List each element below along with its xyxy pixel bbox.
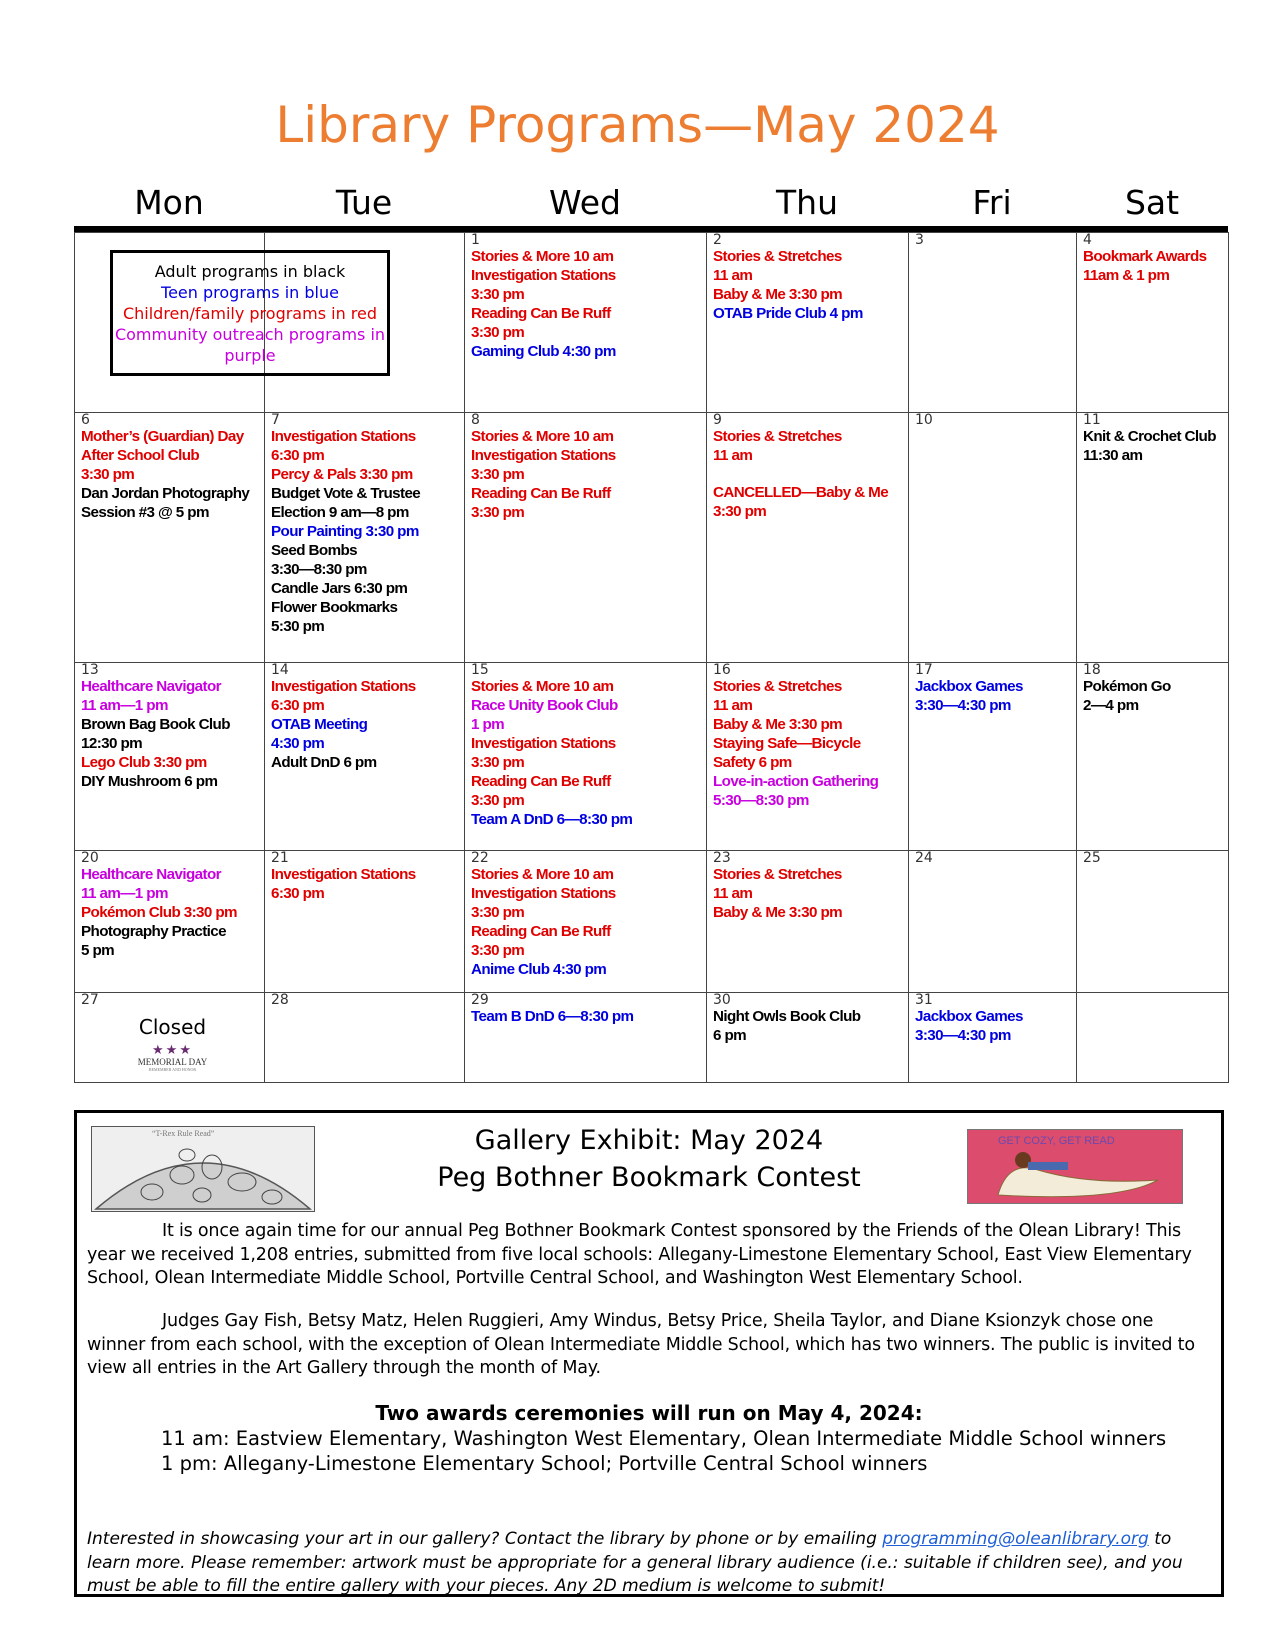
event-line: 4:30 pm — [271, 735, 325, 752]
day-cell-25 — [1077, 851, 1229, 993]
event-line: Safety 6 pm — [713, 754, 792, 771]
email-link[interactable]: programming@oleanlibrary.org — [882, 1529, 1149, 1549]
gallery-title-2: Peg Bothner Bookmark Contest — [437, 1162, 861, 1193]
day-cell-1 — [465, 233, 707, 413]
day-number: 20 — [81, 850, 99, 866]
day-cell-6 — [75, 413, 265, 663]
day-header-wed: Wed — [549, 183, 621, 222]
event-line: Session #3 @ 5 pm — [81, 504, 209, 521]
event-line: Stories & Stretches — [713, 248, 842, 265]
event-line: Love-in-action Gathering — [713, 773, 879, 790]
day-cell-14 — [265, 663, 465, 851]
event-line: Team A DnD 6—8:30 pm — [471, 811, 633, 828]
day-cell-9 — [707, 413, 909, 663]
event-line: Night Owls Book Club — [713, 1008, 861, 1025]
event-line: Mother’s (Guardian) Day — [81, 428, 244, 445]
day-cell-16 — [707, 663, 909, 851]
event-line: Investigation Stations — [471, 447, 616, 464]
event-line: Stories & Stretches — [713, 866, 842, 883]
day-cell-15 — [465, 663, 707, 851]
gallery-paragraph-1 — [87, 1220, 1212, 1291]
day-cell-27 — [75, 993, 265, 1083]
calendar-week-row — [75, 851, 1229, 993]
event-line: 6:30 pm — [271, 697, 325, 714]
legend-community: Community outreach programs in purple — [114, 325, 386, 365]
page-title: Library Programs—May 2024 — [275, 96, 1000, 154]
event-line: Staying Safe—Bicycle — [713, 735, 861, 752]
memorial-day-text: MEMORIAL DAY — [137, 1057, 208, 1067]
legend-children: Children/family programs in red — [122, 304, 378, 323]
event-line: 5:30—8:30 pm — [713, 792, 809, 809]
event-line: Flower Bookmarks — [271, 599, 398, 616]
day-number: 2 — [713, 232, 722, 248]
event-line: Brown Bag Book Club — [81, 716, 230, 733]
event-line: Pour Painting 3:30 pm — [271, 523, 419, 540]
event-line: Stories & Stretches — [713, 428, 842, 445]
award-line-1: 11 am: Eastview Elementary, Washington West Elementary, Olean Intermediate Middle School winners — [161, 1427, 1167, 1450]
event-line: Reading Can Be Ruff — [471, 923, 611, 940]
event-line: Investigation Stations — [471, 885, 616, 902]
empty-day-cell — [1077, 993, 1229, 1083]
event-line: 6:30 pm — [271, 885, 325, 902]
day-number: 30 — [713, 992, 731, 1008]
award-line-2: 1 pm: Allegany-Limestone Elementary School; Portville Central School winners — [161, 1452, 928, 1475]
day-number: 24 — [915, 850, 933, 866]
event-line: Bookmark Awards — [1083, 248, 1207, 265]
calendar-week-row — [75, 993, 1229, 1083]
day-cell-21 — [265, 851, 465, 993]
event-line: 11 am — [713, 697, 753, 714]
day-header-thu: Thu — [776, 183, 838, 222]
event-line: Lego Club 3:30 pm — [81, 754, 207, 771]
day-cell-31 — [909, 993, 1077, 1083]
event-line: Healthcare Navigator — [81, 866, 221, 883]
day-number: 18 — [1083, 662, 1101, 678]
awards-heading: Two awards ceremonies will run on May 4, 2024: — [375, 1401, 923, 1425]
event-line: After School Club — [81, 447, 200, 464]
event-line: Baby & Me 3:30 pm — [713, 716, 843, 733]
event-line: Pokémon Go — [1083, 678, 1171, 695]
event-line: 6:30 pm — [271, 447, 325, 464]
bookmark-right-caption: GET COZY, GET READ — [998, 1135, 1115, 1147]
day-number: 17 — [915, 662, 933, 678]
event-line: Investigation Stations — [471, 735, 616, 752]
event-line: Team B DnD 6—8:30 pm — [471, 1008, 634, 1025]
day-number: 4 — [1083, 232, 1092, 248]
day-header-tue: Tue — [335, 183, 393, 222]
event-line: OTAB Meeting — [271, 716, 368, 733]
gallery-footer — [87, 1528, 1212, 1599]
event-line: DIY Mushroom 6 pm — [81, 773, 218, 790]
gallery-paragraph-2 — [87, 1310, 1212, 1381]
calendar-week-row — [75, 663, 1229, 851]
event-line: Reading Can Be Ruff — [471, 485, 611, 502]
day-cell-13 — [75, 663, 265, 851]
event-line: Jackbox Games — [915, 1008, 1023, 1025]
day-number: 27 — [81, 992, 99, 1008]
event-line: Anime Club 4:30 pm — [471, 961, 607, 978]
gallery-section — [74, 1110, 1224, 1597]
event-line: Investigation Stations — [471, 267, 616, 284]
day-cell-29 — [465, 993, 707, 1083]
event-line: 5:30 pm — [271, 618, 325, 635]
event-line: OTAB Pride Club 4 pm — [713, 305, 863, 322]
event-line: 6 pm — [713, 1027, 747, 1044]
event-line: Adult DnD 6 pm — [271, 754, 377, 771]
event-line: 3:30 pm — [471, 754, 525, 771]
day-number: 31 — [915, 992, 933, 1008]
day-number: 11 — [1083, 412, 1101, 428]
event-line: Stories & More 10 am — [471, 428, 614, 445]
footer-text-pre: Interested in showcasing your art in our gallery? Contact the library by phone or by emailing — [87, 1529, 883, 1549]
day-cell-8 — [465, 413, 707, 663]
event-line: 2—4 pm — [1083, 697, 1139, 714]
day-number: 21 — [271, 850, 289, 866]
day-cell-17 — [909, 663, 1077, 851]
day-number: 28 — [271, 992, 289, 1008]
event-line: 3:30 pm — [471, 324, 525, 341]
footer-text-post: to learn more. Please remember: artwork must be appropriate for a general library audience (i.e.: suitable if children see), and you must be able to fill the entire gallery with your pieces. Any 2D medium is welcome to submit! — [87, 1529, 1183, 1596]
day-cell-10 — [909, 413, 1077, 663]
day-cell-20 — [75, 851, 265, 993]
event-line: Dan Jordan Photography — [81, 485, 250, 502]
legend-adult: Adult programs in black — [154, 262, 346, 281]
event-line: 3:30 pm — [713, 503, 767, 520]
event-line: Race Unity Book Club — [471, 697, 618, 714]
day-cell-7 — [265, 413, 465, 663]
event-spacer — [713, 465, 908, 483]
event-line: Reading Can Be Ruff — [471, 773, 611, 790]
day-cell-22 — [465, 851, 707, 993]
event-line: 3:30 pm — [471, 504, 525, 521]
day-number: 7 — [271, 412, 280, 428]
event-line: 3:30 pm — [471, 286, 525, 303]
event-line: 11 am—1 pm — [81, 697, 168, 714]
stars-icon: ★★★ — [152, 1042, 193, 1057]
event-line: 3:30—8:30 pm — [271, 561, 367, 578]
event-line: 11 am—1 pm — [81, 885, 168, 902]
event-line: 3:30—4:30 pm — [915, 1027, 1011, 1044]
event-line: CANCELLED—Baby & Me — [713, 484, 889, 501]
day-cell-24 — [909, 851, 1077, 993]
event-line: 11 am — [713, 447, 753, 464]
day-number: 13 — [81, 662, 99, 678]
event-line: Election 9 am—8 pm — [271, 504, 409, 521]
event-line: Stories & Stretches — [713, 678, 842, 695]
event-line: 11 am — [713, 267, 753, 284]
event-line: Photography Practice — [81, 923, 226, 940]
day-number: 1 — [471, 232, 480, 248]
event-line: 11am & 1 pm — [1083, 267, 1170, 284]
day-number: 9 — [713, 412, 722, 428]
closed-label: Closed — [138, 1015, 207, 1039]
event-line: Candle Jars 6:30 pm — [271, 580, 408, 597]
event-line: 11 am — [713, 885, 753, 902]
event-line: 11:30 am — [1083, 447, 1143, 464]
day-number: 8 — [471, 412, 480, 428]
event-line: Stories & More 10 am — [471, 866, 614, 883]
color-legend — [110, 250, 390, 376]
day-cell-4 — [1077, 233, 1229, 413]
day-number: 16 — [713, 662, 731, 678]
event-line: Knit & Crochet Club — [1083, 428, 1216, 445]
event-line: Gaming Club 4:30 pm — [471, 343, 616, 360]
event-line: 3:30—4:30 pm — [915, 697, 1011, 714]
day-number: 3 — [915, 232, 924, 248]
event-line: Investigation Stations — [271, 866, 416, 883]
legend-teen: Teen programs in blue — [161, 283, 339, 302]
day-number: 10 — [915, 412, 933, 428]
event-line: 1 pm — [471, 716, 505, 733]
event-line: Baby & Me 3:30 pm — [713, 904, 843, 921]
memorial-day-subtext: REMEMBER AND HONOR — [148, 1067, 197, 1072]
event-line: Healthcare Navigator — [81, 678, 221, 695]
day-number: 22 — [471, 850, 489, 866]
day-header-mon: Mon — [134, 183, 204, 222]
event-line: Jackbox Games — [915, 678, 1023, 695]
day-number: 14 — [271, 662, 289, 678]
day-header-fri: Fri — [972, 183, 1012, 222]
day-cell-2 — [707, 233, 909, 413]
day-cell-3 — [909, 233, 1077, 413]
day-header-sat: Sat — [1124, 183, 1180, 222]
day-cell-18 — [1077, 663, 1229, 851]
day-cell-23 — [707, 851, 909, 993]
event-line: 5 pm — [81, 942, 115, 959]
day-number: 25 — [1083, 850, 1101, 866]
day-number: 15 — [471, 662, 489, 678]
event-line: 3:30 pm — [81, 466, 135, 483]
event-line: 3:30 pm — [471, 792, 525, 809]
event-line: Stories & More 10 am — [471, 678, 614, 695]
event-line: Seed Bombs — [271, 542, 357, 559]
event-line: 3:30 pm — [471, 942, 525, 959]
day-cell-11 — [1077, 413, 1229, 663]
gallery-paragraph-2-text: Judges Gay Fish, Betsy Matz, Helen Ruggieri, Amy Windus, Betsy Price, Sheila Taylor, and Diane Ksionzyk chose one winner from each school, with the exception of Olean Intermediate Middle School, which has two winners. The public is invited to view all entries in the Art Gallery through the month of May. — [87, 1311, 1195, 1378]
day-number: 23 — [713, 850, 731, 866]
event-line: 3:30 pm — [471, 466, 525, 483]
gallery-paragraph-1-text: It is once again time for our annual Peg Bothner Bookmark Contest sponsored by the Friends of the Olean Library! This year we received 1,208 entries, submitted from five local schools: Allegany-Limestone Elementary School, East View Elementary School, Olean Intermediate Middle School, Portville Central School, and Washington West Elementary School. — [87, 1221, 1192, 1288]
memorial-day-logo — [81, 1043, 264, 1072]
day-number: 29 — [471, 992, 489, 1008]
gallery-title-1: Gallery Exhibit: May 2024 — [474, 1125, 824, 1156]
event-line: 12:30 pm — [81, 735, 143, 752]
event-line: 3:30 pm — [471, 904, 525, 921]
event-line: Investigation Stations — [271, 678, 416, 695]
event-line: Investigation Stations — [271, 428, 416, 445]
day-number: 6 — [81, 412, 90, 428]
event-line: Pokémon Club 3:30 pm — [81, 904, 237, 921]
day-cell-30 — [707, 993, 909, 1083]
event-line: Reading Can Be Ruff — [471, 305, 611, 322]
day-cell-28 — [265, 993, 465, 1083]
event-line: Budget Vote & Trustee — [271, 485, 421, 502]
event-line: Stories & More 10 am — [471, 248, 614, 265]
event-line: Percy & Pals 3:30 pm — [271, 466, 413, 483]
event-line: Baby & Me 3:30 pm — [713, 286, 843, 303]
bookmark-left-caption: “T-Rex Rule Read” — [152, 1129, 215, 1138]
calendar-week-row — [75, 413, 1229, 663]
